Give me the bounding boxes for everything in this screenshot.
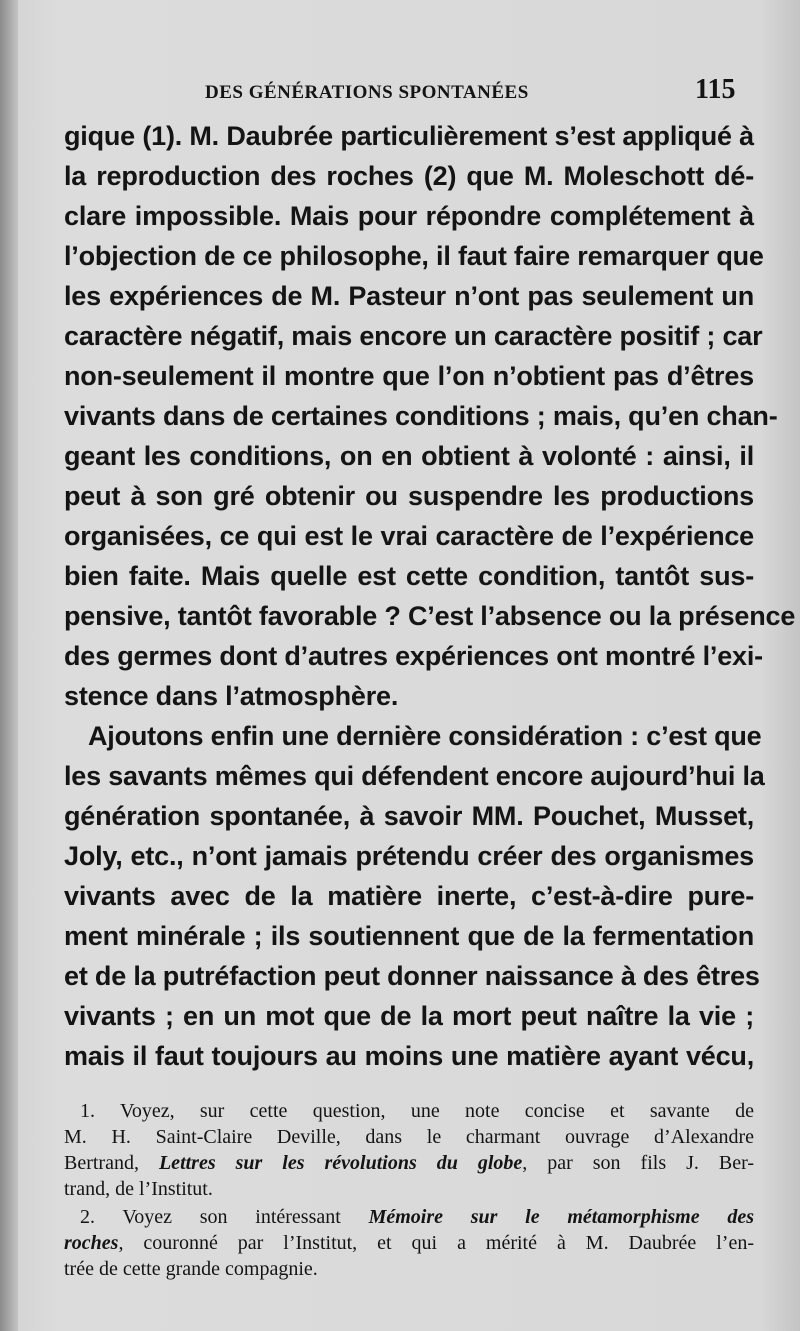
footnote-2-line bbox=[64, 1230, 754, 1256]
text-line-paragraph-end: stence dans l’atmosphère. bbox=[64, 681, 399, 711]
footnote-memoir-title: Mémoire sur le métamorphisme des bbox=[368, 1206, 754, 1228]
text-line: les expériences de M. Pasteur n’ont pas seulement un bbox=[64, 281, 754, 311]
footnote-1-line: trand, de l’Institut. bbox=[64, 1178, 213, 1200]
footnote-text: , couronné par l’Institut, et qui a mérité à M. Daubrée l’en- bbox=[118, 1232, 754, 1254]
text-line: organisées, ce qui est le vrai caractère de l’expérience bbox=[64, 521, 754, 551]
text-line: pensive, tantôt favorable ? C’est l’absence ou la présence bbox=[64, 601, 796, 631]
text-line: vivants avec de la matière inerte, c’est-à-dire pure- bbox=[64, 881, 754, 911]
text-line: vivants dans de certaines conditions ; mais, qu’en chan- bbox=[64, 401, 778, 431]
text-line: bien faite. Mais quelle est cette condition, tantôt sus- bbox=[64, 561, 754, 591]
text-line: l’objection de ce philosophe, il faut faire remarquer que bbox=[64, 241, 764, 271]
text-line: Joly, etc., n’ont jamais prétendu créer des organismes bbox=[64, 841, 754, 871]
footnote-memoir-title: roches bbox=[64, 1232, 119, 1254]
footnote-1-line: 1. Voyez, sur cette question, une note concise et savante de bbox=[80, 1100, 754, 1122]
footnote-2-line: trée de cette grande compagnie. bbox=[64, 1258, 318, 1280]
footnote-text: , par son fils J. Ber- bbox=[522, 1152, 754, 1174]
text-line: gique (1). M. Daubrée particulièrement s’est appliqué à bbox=[64, 121, 754, 151]
text-line: les savants mêmes qui défendent encore aujourd’hui la bbox=[64, 761, 765, 791]
text-line: ment minérale ; ils soutiennent que de la fermentation bbox=[64, 921, 754, 951]
text-line: clare impossible. Mais pour répondre complétement à bbox=[64, 201, 754, 231]
text-line: génération spontanée, à savoir MM. Pouchet, Musset, bbox=[64, 801, 754, 831]
footnote-2-line bbox=[80, 1204, 754, 1230]
page-gutter bbox=[0, 0, 18, 1331]
text-line: vivants ; en un mot que de la mort peut naître la vie ; bbox=[64, 1001, 754, 1031]
text-line: geant les conditions, on en obtient à volonté : ainsi, il bbox=[64, 441, 754, 471]
text-line: peut à son gré obtenir ou suspendre les productions bbox=[64, 481, 754, 511]
footnote-text: 2. Voyez son intéressant bbox=[80, 1206, 369, 1228]
text-line: caractère négatif, mais encore un caractère positif ; car bbox=[64, 321, 763, 351]
text-line: et de la putréfaction peut donner naissance à des êtres bbox=[64, 961, 760, 991]
page-number: 115 bbox=[695, 74, 736, 105]
text-line: mais il faut toujours au moins une matière ayant vécu, bbox=[64, 1041, 754, 1071]
page-header bbox=[0, 70, 800, 110]
footnote-book-title: Lettres sur les révolutions du globe bbox=[158, 1152, 523, 1174]
text-line: non-seulement il montre que l’on n’obtient pas d’êtres bbox=[64, 361, 754, 391]
text-line: la reproduction des roches (2) que M. Moleschott dé- bbox=[64, 161, 754, 191]
footnote-1-line bbox=[64, 1150, 754, 1176]
footnote-text: Bertrand, bbox=[64, 1152, 159, 1174]
text-line-paragraph-start: Ajoutons enfin une dernière considération : c’est que bbox=[88, 721, 762, 751]
text-line: des germes dont d’autres expériences ont montré l’exi- bbox=[64, 641, 763, 671]
running-title: DES GÉNÉRATIONS SPONTANÉES bbox=[205, 82, 529, 103]
footnote-1-line: M. H. Saint-Claire Deville, dans le charmant ouvrage d’Alexandre bbox=[64, 1126, 754, 1148]
